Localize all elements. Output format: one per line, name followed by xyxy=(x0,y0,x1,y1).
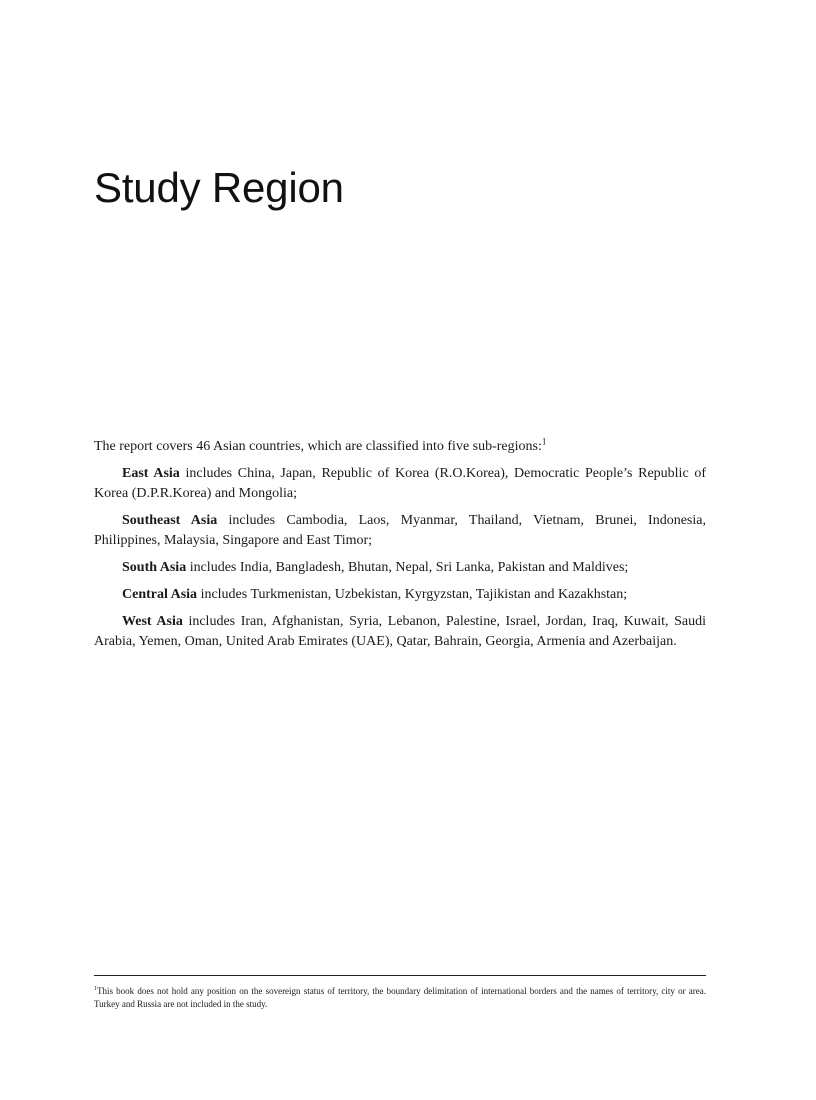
region-southeast-asia xyxy=(94,511,706,551)
body-text xyxy=(94,437,706,659)
region-south-asia xyxy=(94,558,706,578)
region-description: includes Cambodia, Laos, Myanmar, Thailand, Vietnam, Brunei, Indonesia, Philippines, Malaysia, Singapore and East Timor; xyxy=(94,513,706,548)
region-central-asia xyxy=(94,585,706,605)
region-name: West Asia xyxy=(122,614,183,629)
footnote-reference[interactable]: 1 xyxy=(541,436,547,447)
region-name: Central Asia xyxy=(122,587,198,602)
region-name: Southeast Asia xyxy=(122,513,218,528)
region-west-asia xyxy=(94,612,706,652)
page-title: Study Region xyxy=(94,164,344,211)
region-name: East Asia xyxy=(122,466,180,481)
region-description: includes Turkmenistan, Uzbekistan, Kyrgyzstan, Tajikistan and Kazakhstan; xyxy=(197,587,628,602)
region-description: includes China, Japan, Republic of Korea (R.O.Korea), Democratic People’s Republic of Korea (D.P.R.Korea) and Mongolia; xyxy=(94,466,706,501)
footnote-text: This book does not hold any position on the sovereign status of territory, the boundary delimitation of international borders and the names of territory, city or area. Turkey and Russia are not included in the study. xyxy=(94,986,706,1009)
intro-text: The report covers 46 Asian countries, which are classified into five sub-regions: xyxy=(94,439,542,454)
region-east-asia xyxy=(94,464,706,504)
region-name: South Asia xyxy=(122,560,187,575)
footnote xyxy=(94,985,706,1011)
footnote-marker: 1 xyxy=(94,986,97,992)
footnote-divider xyxy=(94,975,706,976)
intro-paragraph xyxy=(94,437,706,457)
region-description: includes Iran, Afghanistan, Syria, Lebanon, Palestine, Israel, Jordan, Iraq, Kuwait, Saudi Arabia, Yemen, Oman, United Arab Emirates (UAE), Qatar, Bahrain, Georgia, Armenia and Azerbaijan. xyxy=(94,614,706,649)
region-description: includes India, Bangladesh, Bhutan, Nepal, Sri Lanka, Pakistan and Maldives; xyxy=(186,560,629,575)
